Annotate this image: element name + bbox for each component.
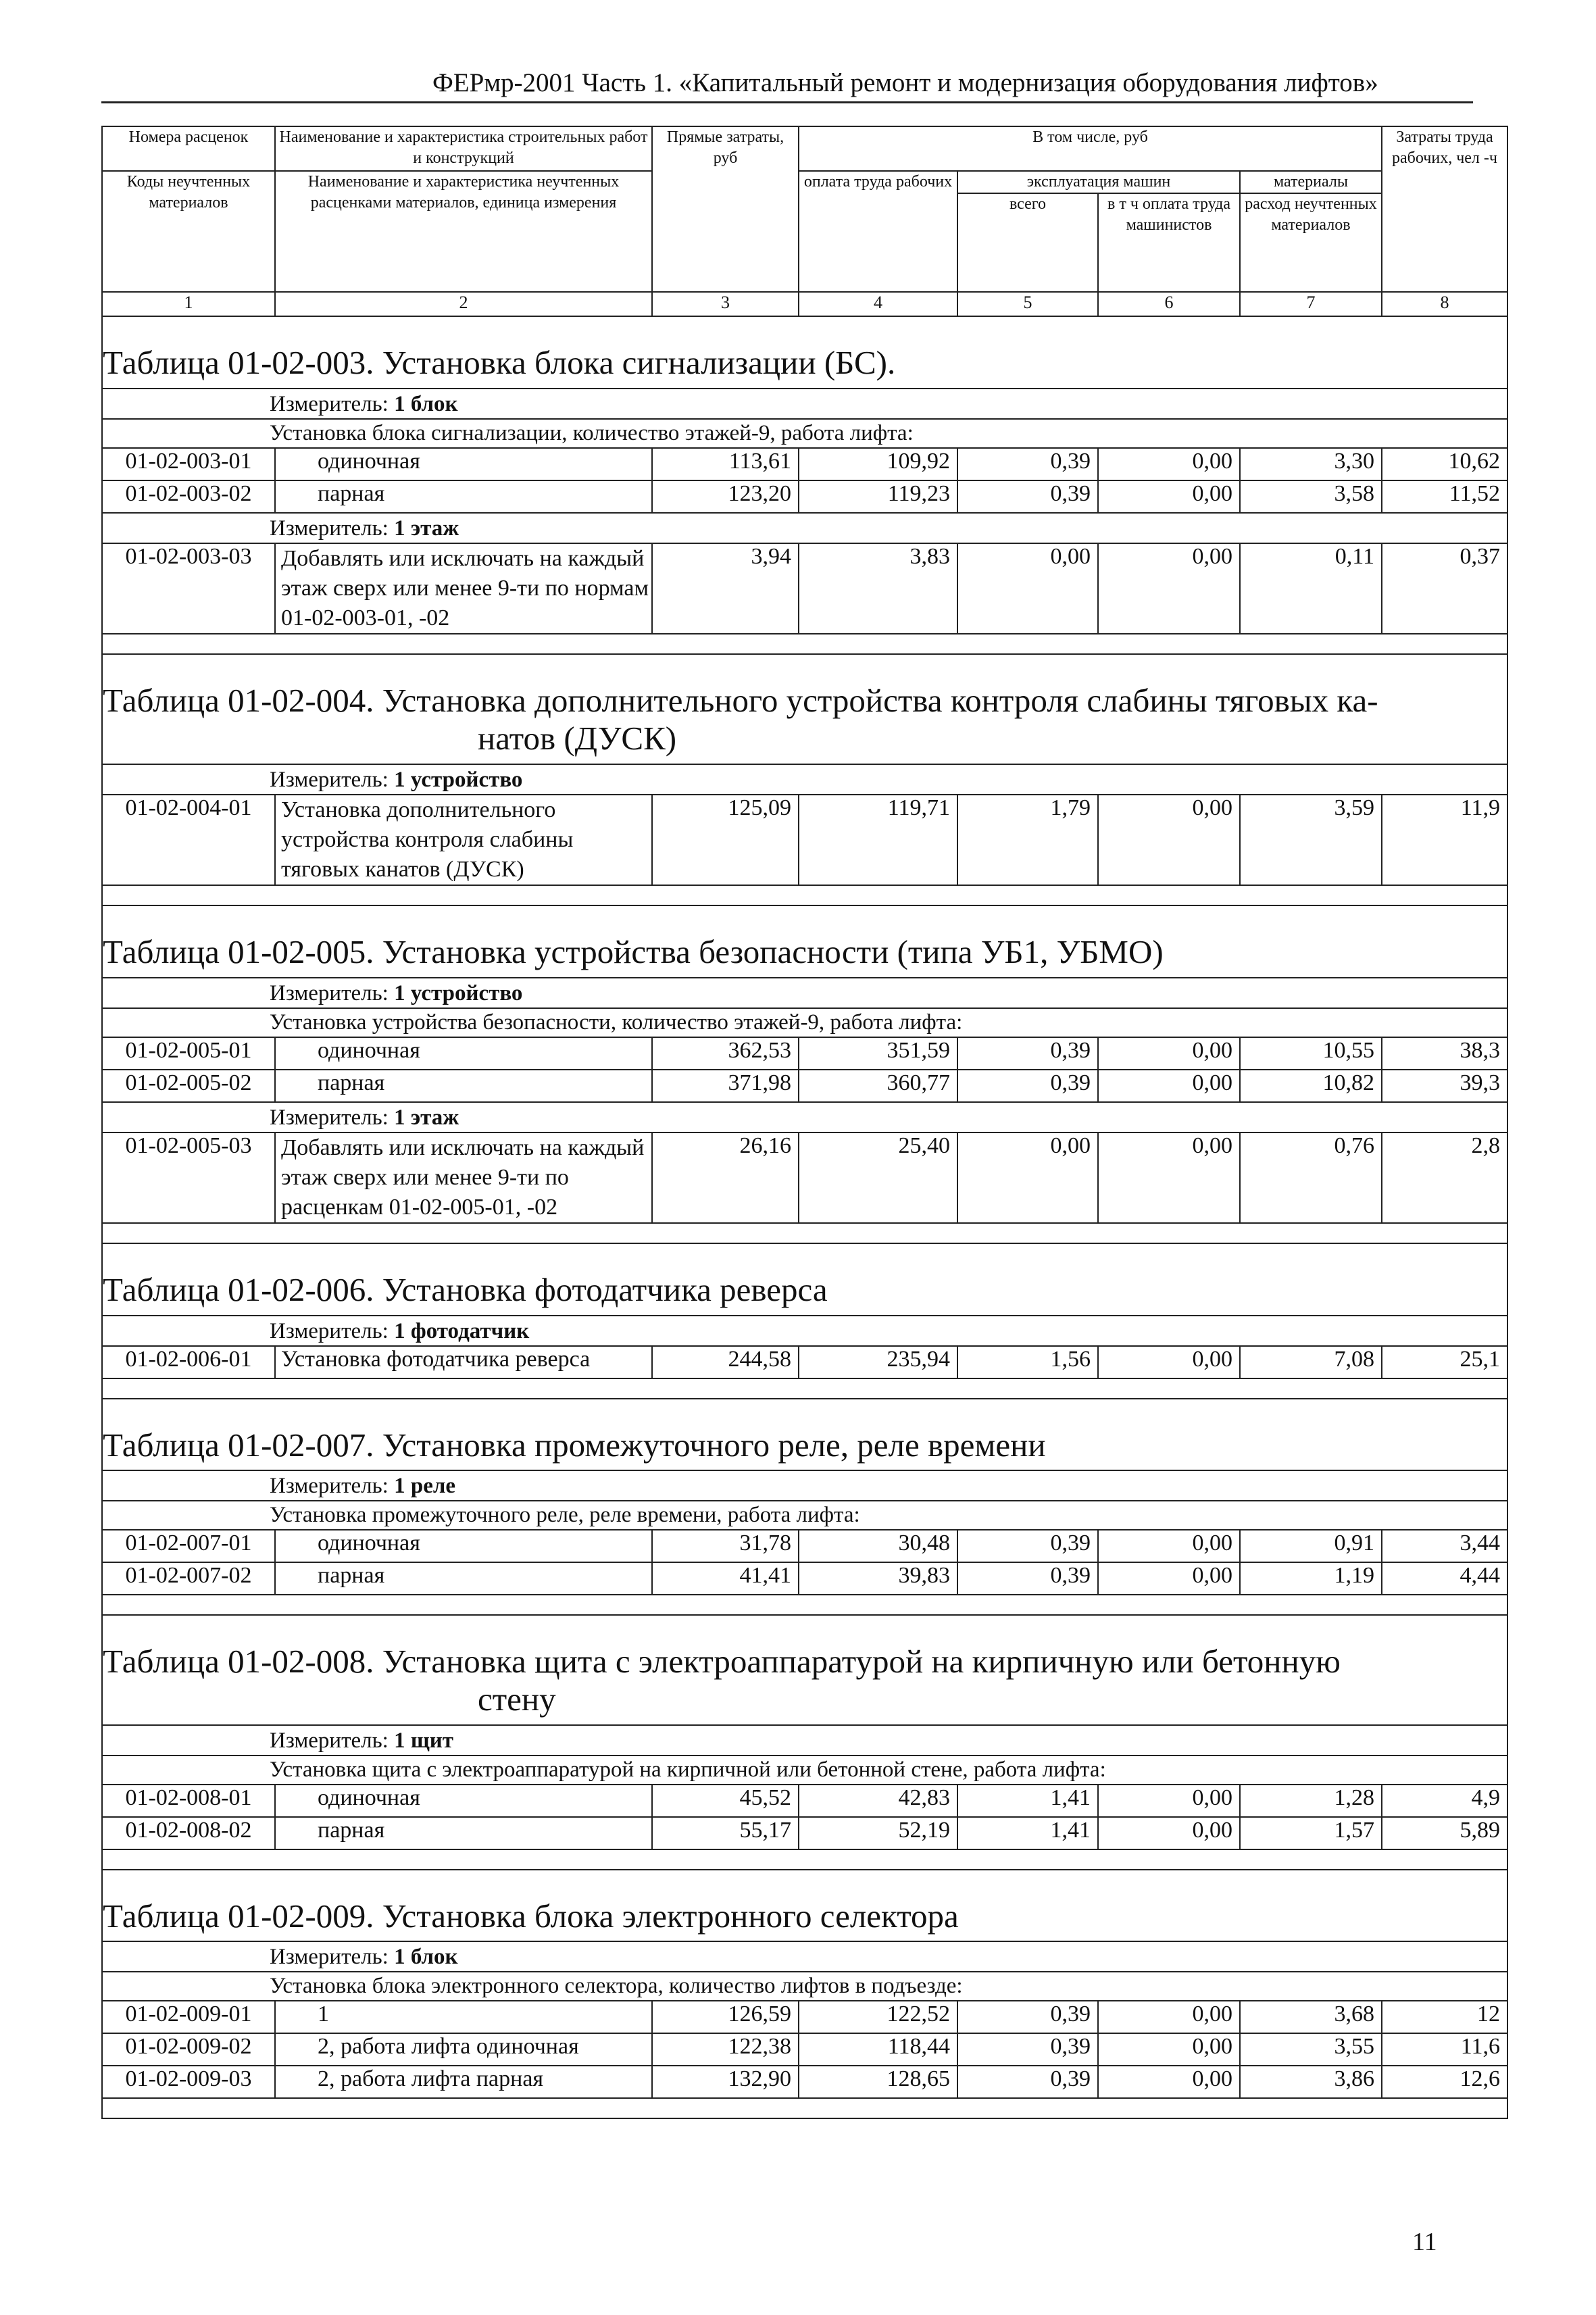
group-row: [102, 1756, 1507, 1785]
value-c7: 0,11: [1240, 543, 1382, 634]
value-c8: 25,1: [1382, 1346, 1507, 1378]
group-heading: Установка блока сигнализации, количество этажей-9, работа лифта:: [102, 419, 1507, 448]
value-c4: 30,48: [799, 1530, 957, 1562]
section-spacer: [102, 1595, 1507, 1615]
value-c3: 362,53: [652, 1037, 799, 1070]
work-name: Установка фотодатчика реверса: [275, 1346, 652, 1378]
value-c5: 1,79: [957, 795, 1098, 886]
value-c4: 122,52: [799, 2001, 957, 2033]
value-c4: 39,83: [799, 1562, 957, 1595]
value-c5: 0,39: [957, 2033, 1098, 2066]
value-c7: 3,86: [1240, 2066, 1382, 2098]
rate-code: 01-02-009-03: [102, 2066, 275, 2098]
section-spacer: [102, 1849, 1507, 1870]
value-c7: 1,57: [1240, 1817, 1382, 1849]
work-name: 1: [275, 2001, 652, 2033]
table-row: [102, 1785, 1507, 1817]
table-row: [102, 448, 1507, 480]
value-c4: 360,77: [799, 1070, 957, 1102]
rate-code: 01-02-007-02: [102, 1562, 275, 1595]
value-c3: 125,09: [652, 795, 799, 886]
group-heading: Установка блока электронного селектора, количество лифтов в подъезде:: [102, 1972, 1507, 2001]
value-c5: 0,39: [957, 2001, 1098, 2033]
value-c3: 41,41: [652, 1562, 799, 1595]
group-row: [102, 1008, 1507, 1037]
measure-label: Измеритель:: [270, 980, 389, 1005]
table-row: [102, 2066, 1507, 2098]
section-title-row: [102, 1870, 1507, 1941]
value-c6: 0,00: [1098, 543, 1240, 634]
measure-row: [102, 1316, 1507, 1346]
measure-cell: [102, 1470, 1507, 1501]
value-c7: 0,91: [1240, 1530, 1382, 1562]
section-title-text: Таблица 01-02-008. Установка щита с электроаппаратурой на кирпичную или бетонную: [103, 1642, 1341, 1680]
section-title: [102, 316, 1507, 388]
materials-header: материалы: [1240, 171, 1382, 193]
value-c3: 26,16: [652, 1132, 799, 1224]
measure-row: [102, 764, 1507, 795]
section-spacer: [102, 1223, 1507, 1243]
value-c8: 12: [1382, 2001, 1507, 2033]
table-row: [102, 1346, 1507, 1378]
section-title-continuation: стену: [478, 1681, 556, 1718]
value-c4: 128,65: [799, 2066, 957, 2098]
rate-code: 01-02-005-01: [102, 1037, 275, 1070]
value-c4: 118,44: [799, 2033, 957, 2066]
measure-value: 1 блок: [394, 391, 458, 416]
work-name: одиночная: [275, 448, 652, 480]
rate-code: 01-02-003-02: [102, 480, 275, 513]
value-c4: 25,40: [799, 1132, 957, 1224]
section-title-row: [102, 654, 1507, 764]
rate-code: 01-02-005-03: [102, 1132, 275, 1224]
section-title-row: [102, 316, 1507, 388]
value-c5: 0,39: [957, 1070, 1098, 1102]
value-c6: 0,00: [1098, 448, 1240, 480]
measure-label: Измеритель:: [270, 1944, 389, 1969]
section-title-text: Таблица 01-02-006. Установка фотодатчика реверса: [103, 1271, 828, 1309]
value-c6: 0,00: [1098, 1785, 1240, 1817]
section-spacer: [102, 885, 1507, 905]
section-title: [102, 654, 1507, 764]
incl-header: В том числе, руб: [799, 126, 1382, 171]
measure-cell: [102, 978, 1507, 1008]
group-heading: Установка щита с электроаппаратурой на кирпичной или бетонной стене, работа лифта:: [102, 1756, 1507, 1785]
rate-code: 01-02-009-02: [102, 2033, 275, 2066]
rate-code: 01-02-004-01: [102, 795, 275, 886]
spacer-cell: [102, 1595, 1507, 1615]
section-title-text: Таблица 01-02-004. Установка дополнительного устройства контроля слабины тяговых ка-: [103, 682, 1378, 720]
col4-header: оплата труда рабочих: [799, 171, 957, 292]
col-num: 1: [102, 292, 275, 316]
measure-cell: [102, 389, 1507, 419]
value-c5: 0,39: [957, 1037, 1098, 1070]
spacer-cell: [102, 885, 1507, 905]
section-title-text: Таблица 01-02-007. Установка промежуточного реле, реле времени: [103, 1426, 1046, 1464]
value-c7: 10,82: [1240, 1070, 1382, 1102]
value-c8: 2,8: [1382, 1132, 1507, 1224]
measure-cell: [102, 1941, 1507, 1972]
table-row: [102, 480, 1507, 513]
value-c8: 4,9: [1382, 1785, 1507, 1817]
section-title-text: Таблица 01-02-009. Установка блока электронного селектора: [103, 1897, 959, 1935]
work-name: парная: [275, 1562, 652, 1595]
value-c5: 0,39: [957, 1562, 1098, 1595]
col2-bottom-header: Наименование и характеристика неучтенных расценками материалов, единица измерения: [275, 171, 652, 292]
section-title: [102, 1243, 1507, 1315]
value-c7: 10,55: [1240, 1037, 1382, 1070]
section-title-row: [102, 1615, 1507, 1725]
header-row-top: [102, 126, 1507, 171]
value-c5: 1,56: [957, 1346, 1098, 1378]
section-title: [102, 1615, 1507, 1725]
measure-value: 1 фотодатчик: [394, 1318, 530, 1343]
table-row: [102, 795, 1507, 886]
page-header-title: ФЕРмр-2001 Часть 1. «Капитальный ремонт и модернизация оборудования лифтов»: [432, 68, 1378, 97]
value-c7: 3,55: [1240, 2033, 1382, 2066]
header-rule: [101, 101, 1473, 103]
measure-value: 1 щит: [394, 1728, 453, 1753]
work-name: 2, работа лифта парная: [275, 2066, 652, 2098]
rates-table: [101, 126, 1508, 2119]
col-num: 6: [1098, 292, 1240, 316]
section-title-text: Таблица 01-02-003. Установка блока сигнализации (БС).: [103, 344, 896, 382]
value-c3: 244,58: [652, 1346, 799, 1378]
section-spacer: [102, 2098, 1507, 2118]
value-c8: 12,6: [1382, 2066, 1507, 2098]
table-row: [102, 543, 1507, 634]
value-c8: 10,62: [1382, 448, 1507, 480]
value-c5: 0,39: [957, 1530, 1098, 1562]
value-c8: 39,3: [1382, 1070, 1507, 1102]
work-name: парная: [275, 1070, 652, 1102]
col2-top-header: Наименование и характеристика строительных работ и конструкций: [275, 126, 652, 171]
value-c7: 3,68: [1240, 2001, 1382, 2033]
group-heading: Установка промежуточного реле, реле времени, работа лифта:: [102, 1501, 1507, 1530]
work-name: парная: [275, 480, 652, 513]
col-num: 5: [957, 292, 1098, 316]
work-name: Добавлять или исключать на каждый этаж сверх или менее 9-ти по нормам 01-02-003-01, -02: [275, 543, 652, 634]
value-c3: 3,94: [652, 543, 799, 634]
value-c8: 11,52: [1382, 480, 1507, 513]
value-c7: 0,76: [1240, 1132, 1382, 1224]
work-name: одиночная: [275, 1785, 652, 1817]
work-name: одиночная: [275, 1530, 652, 1562]
section-spacer: [102, 1378, 1507, 1399]
work-name: одиночная: [275, 1037, 652, 1070]
value-c4: 109,92: [799, 448, 957, 480]
table-row: [102, 2001, 1507, 2033]
value-c4: 42,83: [799, 1785, 957, 1817]
measure-value: 1 блок: [394, 1944, 458, 1969]
work-name: парная: [275, 1817, 652, 1849]
value-c6: 0,00: [1098, 2033, 1240, 2066]
section-title-continuation: натов (ДУСК): [478, 720, 677, 757]
value-c8: 11,9: [1382, 795, 1507, 886]
value-c8: 5,89: [1382, 1817, 1507, 1849]
measure-label: Измеритель:: [270, 391, 389, 416]
value-c5: 1,41: [957, 1785, 1098, 1817]
rates-table-container: [101, 126, 1507, 2119]
rate-code: 01-02-006-01: [102, 1346, 275, 1378]
measure-value: 1 этаж: [394, 516, 459, 541]
value-c6: 0,00: [1098, 1132, 1240, 1224]
work-name: 2, работа лифта одиночная: [275, 2033, 652, 2066]
table-row: [102, 1562, 1507, 1595]
value-c3: 55,17: [652, 1817, 799, 1849]
value-c6: 0,00: [1098, 2066, 1240, 2098]
table-row: [102, 1037, 1507, 1070]
value-c6: 0,00: [1098, 1037, 1240, 1070]
col-num: 2: [275, 292, 652, 316]
column-numbers-row: [102, 292, 1507, 316]
value-c7: 1,28: [1240, 1785, 1382, 1817]
col1-bottom-header: Коды неучтенных материалов: [102, 171, 275, 292]
spacer-cell: [102, 1849, 1507, 1870]
col-num: 3: [652, 292, 799, 316]
rate-code: 01-02-007-01: [102, 1530, 275, 1562]
value-c5: 0,39: [957, 448, 1098, 480]
col7-header: расход неучтенных материалов: [1240, 193, 1382, 292]
value-c6: 0,00: [1098, 2001, 1240, 2033]
col-num: 7: [1240, 292, 1382, 316]
measure-row: [102, 389, 1507, 419]
value-c3: 132,90: [652, 2066, 799, 2098]
page-number: 11: [1412, 2228, 1437, 2256]
value-c6: 0,00: [1098, 1530, 1240, 1562]
value-c7: 3,58: [1240, 480, 1382, 513]
measure-cell: [102, 764, 1507, 795]
value-c4: 3,83: [799, 543, 957, 634]
measure-cell: [102, 1725, 1507, 1756]
header-row-mid: [102, 171, 1507, 193]
measure-value: 1 устройство: [394, 980, 523, 1005]
measure-label: Измеритель:: [270, 1318, 389, 1343]
value-c4: 119,23: [799, 480, 957, 513]
section-title-text: Таблица 01-02-005. Установка устройства безопасности (типа УБ1, УБМО): [103, 933, 1164, 971]
measure-row: [102, 1102, 1507, 1132]
col8-header: Затраты труда рабочих, чел -ч: [1382, 126, 1507, 292]
measure-row: [102, 513, 1507, 543]
value-c5: 0,39: [957, 480, 1098, 513]
value-c3: 113,61: [652, 448, 799, 480]
value-c7: 1,19: [1240, 1562, 1382, 1595]
value-c7: 3,59: [1240, 795, 1382, 886]
value-c6: 0,00: [1098, 1070, 1240, 1102]
measure-cell: [102, 1316, 1507, 1346]
rate-code: 01-02-008-02: [102, 1817, 275, 1849]
measure-row: [102, 1941, 1507, 1972]
value-c4: 119,71: [799, 795, 957, 886]
machines-header: эксплуатация машин: [957, 171, 1240, 193]
col-num: 8: [1382, 292, 1507, 316]
value-c8: 4,44: [1382, 1562, 1507, 1595]
value-c6: 0,00: [1098, 480, 1240, 513]
group-row: [102, 1501, 1507, 1530]
value-c8: 0,37: [1382, 543, 1507, 634]
value-c7: 7,08: [1240, 1346, 1382, 1378]
spacer-cell: [102, 1378, 1507, 1399]
measure-cell: [102, 513, 1507, 543]
value-c7: 3,30: [1240, 448, 1382, 480]
measure-label: Измеритель:: [270, 1728, 389, 1753]
section-title: [102, 1399, 1507, 1470]
value-c6: 0,00: [1098, 1817, 1240, 1849]
table-row: [102, 1132, 1507, 1224]
rate-code: 01-02-005-02: [102, 1070, 275, 1102]
spacer-cell: [102, 2098, 1507, 2118]
table-row: [102, 1070, 1507, 1102]
measure-value: 1 устройство: [394, 767, 523, 792]
table-row: [102, 2033, 1507, 2066]
measure-label: Измеритель:: [270, 767, 389, 792]
section-title-row: [102, 905, 1507, 977]
rate-code: 01-02-009-01: [102, 2001, 275, 2033]
section-title-row: [102, 1243, 1507, 1315]
spacer-cell: [102, 1223, 1507, 1243]
value-c3: 123,20: [652, 480, 799, 513]
value-c3: 31,78: [652, 1530, 799, 1562]
value-c3: 371,98: [652, 1070, 799, 1102]
value-c6: 0,00: [1098, 795, 1240, 886]
spacer-cell: [102, 634, 1507, 654]
work-name: Добавлять или исключать на каждый этаж сверх или менее 9-ти по расценкам 01-02-005-01, -02: [275, 1132, 652, 1224]
value-c8: 3,44: [1382, 1530, 1507, 1562]
section-spacer: [102, 634, 1507, 654]
section-title-row: [102, 1399, 1507, 1470]
rate-code: 01-02-008-01: [102, 1785, 275, 1817]
value-c6: 0,00: [1098, 1346, 1240, 1378]
value-c5: 0,39: [957, 2066, 1098, 2098]
value-c3: 122,38: [652, 2033, 799, 2066]
section-title: [102, 905, 1507, 977]
measure-row: [102, 1725, 1507, 1756]
col3-header: Прямые затраты, руб: [652, 126, 799, 292]
rate-code: 01-02-003-03: [102, 543, 275, 634]
value-c5: 0,00: [957, 543, 1098, 634]
measure-value: 1 этаж: [394, 1105, 459, 1130]
measure-label: Измеритель:: [270, 1473, 389, 1498]
value-c8: 38,3: [1382, 1037, 1507, 1070]
col1-top-header: Номера расценок: [102, 126, 275, 171]
value-c8: 11,6: [1382, 2033, 1507, 2066]
table-row: [102, 1530, 1507, 1562]
col-num: 4: [799, 292, 957, 316]
table-row: [102, 1817, 1507, 1849]
value-c3: 45,52: [652, 1785, 799, 1817]
col5-header: всего: [957, 193, 1098, 292]
value-c5: 0,00: [957, 1132, 1098, 1224]
value-c4: 235,94: [799, 1346, 957, 1378]
group-row: [102, 1972, 1507, 2001]
measure-row: [102, 1470, 1507, 1501]
rate-code: 01-02-003-01: [102, 448, 275, 480]
group-heading: Установка устройства безопасности, количество этажей-9, работа лифта:: [102, 1008, 1507, 1037]
measure-row: [102, 978, 1507, 1008]
value-c4: 52,19: [799, 1817, 957, 1849]
value-c3: 126,59: [652, 2001, 799, 2033]
measure-label: Измеритель:: [270, 1105, 389, 1130]
value-c6: 0,00: [1098, 1562, 1240, 1595]
col6-header: в т ч оплата труда машинистов: [1098, 193, 1240, 292]
group-row: [102, 419, 1507, 448]
value-c5: 1,41: [957, 1817, 1098, 1849]
value-c4: 351,59: [799, 1037, 957, 1070]
measure-label: Измеритель:: [270, 516, 389, 541]
section-title: [102, 1870, 1507, 1941]
measure-cell: [102, 1102, 1507, 1132]
measure-value: 1 реле: [394, 1473, 456, 1498]
work-name: Установка дополнительного устройства контроля слабины тяговых канатов (ДУСК): [275, 795, 652, 886]
